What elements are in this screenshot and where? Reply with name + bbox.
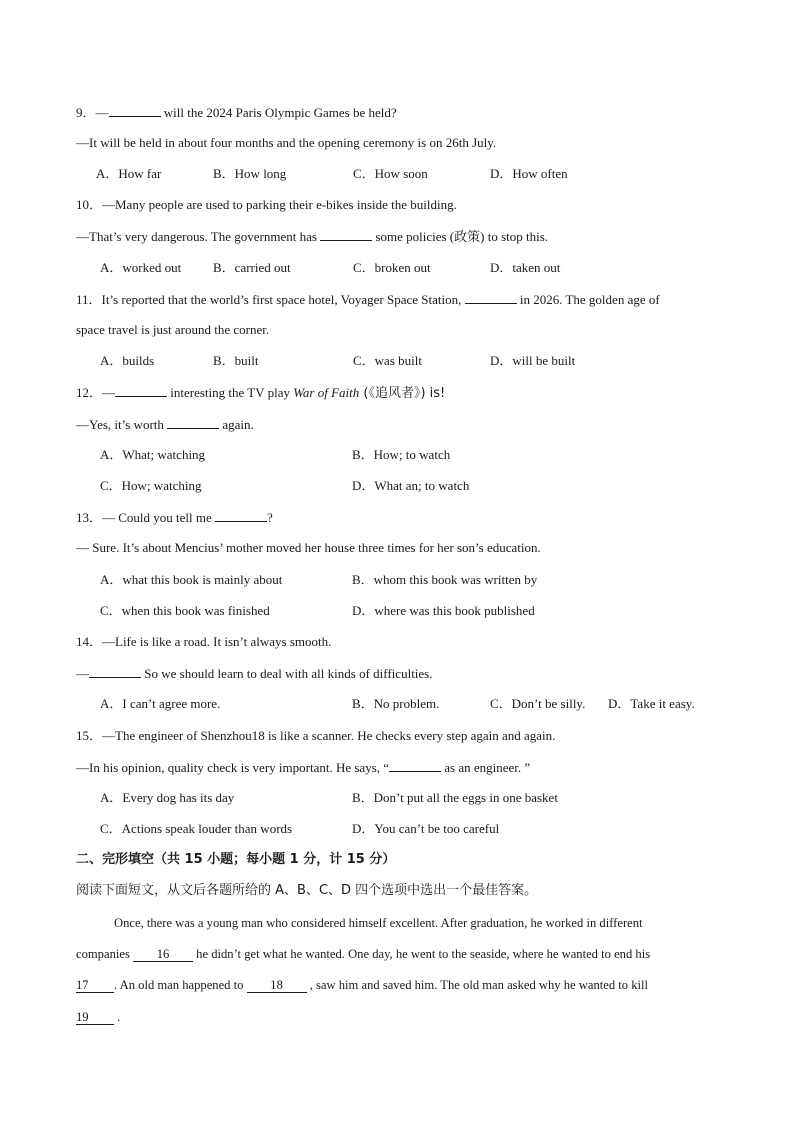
section-heading: 二、完形填空（共 15 小题；每小题 1 分，计 15 分） — [76, 852, 396, 867]
blank-19[interactable]: 19 — [76, 1010, 114, 1025]
q9-stem: 9．— will the 2024 Paris Olympic Games be held? — [76, 105, 397, 120]
q12-option-a[interactable]: A．What; watching — [100, 447, 206, 462]
q10-option-b[interactable]: B．carried out — [213, 260, 291, 275]
q13-option-a[interactable]: A．what this book is mainly about — [100, 572, 283, 587]
section-instruction: 阅读下面短文，从文后各题所给的 A、B、C、D 四个选项中选出一个最佳答案。 — [76, 883, 538, 898]
q9-option-a[interactable]: A．How far — [96, 166, 162, 181]
q14-option-b[interactable]: B．No problem. — [352, 696, 440, 711]
q14-option-c[interactable]: C．Don’t be silly. — [490, 696, 586, 711]
q15-option-d[interactable]: D．You can’t be too careful — [352, 821, 500, 836]
q9-option-c[interactable]: C．How soon — [353, 166, 428, 181]
q15-option-a[interactable]: A．Every dog has its day — [100, 790, 235, 805]
q15-line2: —In his opinion, quality check is very important. He says, “ as an engineer. ” — [76, 760, 531, 775]
q11-stem: 11．It’s reported that the world’s first space hotel, Voyager Space Station, in 2026. The golden age of — [76, 292, 660, 307]
q10-stem: 10．—Many people are used to parking their e-bikes inside the building. — [76, 197, 457, 212]
passage-line-3: 17 . An old man happened to 18 , saw him and saved him. The old man asked why he wanted to kill — [76, 978, 649, 992]
blank-18[interactable]: 18 — [247, 978, 307, 993]
q13-option-c[interactable]: C．when this book was finished — [100, 603, 270, 618]
q10-line2: —That’s very dangerous. The government has some policies (政策) to stop this. — [76, 229, 549, 244]
q14-line2: — So we should learn to deal with all kinds of difficulties. — [76, 666, 433, 681]
q10-option-c[interactable]: C．broken out — [353, 260, 431, 275]
q14-option-a[interactable]: A．I can’t agree more. — [100, 696, 221, 711]
q9-option-d[interactable]: D．How often — [490, 166, 568, 181]
blank-16[interactable]: 16 — [133, 947, 193, 962]
blank-17[interactable]: 17 — [76, 978, 114, 993]
q14-option-d[interactable]: D．Take it easy. — [608, 696, 695, 711]
q15-option-b[interactable]: B．Don’t put all the eggs in one basket — [352, 790, 558, 805]
q12-blank-2 — [167, 416, 219, 429]
q9-option-b[interactable]: B．How long — [213, 166, 287, 181]
q10-blank — [320, 228, 372, 241]
q12-option-c[interactable]: C．How; watching — [100, 478, 202, 493]
q14-blank — [89, 665, 141, 678]
q13-blank — [215, 509, 267, 522]
q11-line2: space travel is just around the corner. — [76, 322, 270, 337]
tv-play-title: War of Faith — [293, 385, 360, 400]
q11-option-a[interactable]: A．builds — [100, 353, 155, 368]
q12-blank-1 — [115, 384, 167, 397]
q15-blank — [389, 759, 441, 772]
q11-option-c[interactable]: C．was built — [353, 353, 422, 368]
q10-option-d[interactable]: D．taken out — [490, 260, 561, 275]
q12-line2: —Yes, it’s worth again. — [76, 417, 254, 432]
q11-option-d[interactable]: D．will be built — [490, 353, 576, 368]
q13-option-d[interactable]: D．where was this book published — [352, 603, 535, 618]
q15-option-c[interactable]: C．Actions speak louder than words — [100, 821, 293, 836]
q13-line2: — Sure. It’s about Mencius’ mother moved her house three times for her son’s education. — [76, 540, 541, 555]
q15-stem: 15．—The engineer of Shenzhou18 is like a scanner. He checks every step again and again. — [76, 728, 556, 743]
q12-option-d[interactable]: D．What an; to watch — [352, 478, 470, 493]
passage-line-4: 19 . — [76, 1010, 121, 1024]
q12-stem: 12．— interesting the TV play War of Faith (《追风者》) is! — [76, 385, 446, 401]
passage-line-1: Once, there was a young man who considered himself excellent. After graduation, he worked in different — [114, 916, 643, 930]
q13-option-b[interactable]: B．whom this book was written by — [352, 572, 538, 587]
q14-stem: 14．—Life is like a road. It isn’t always smooth. — [76, 634, 332, 649]
q11-blank — [465, 291, 517, 304]
q9-blank — [109, 104, 161, 117]
q12-option-b[interactable]: B．How; to watch — [352, 447, 451, 462]
q9-line2: —It will be held in about four months and the opening ceremony is on 26th July. — [76, 135, 497, 150]
q10-option-a[interactable]: A．worked out — [100, 260, 182, 275]
q11-option-b[interactable]: B．built — [213, 353, 259, 368]
q13-stem: 13．— Could you tell me ? — [76, 510, 273, 525]
passage-line-2: companies 16 he didn’t get what he wanted. One day, he went to the seaside, where he wanted to end his — [76, 947, 651, 961]
